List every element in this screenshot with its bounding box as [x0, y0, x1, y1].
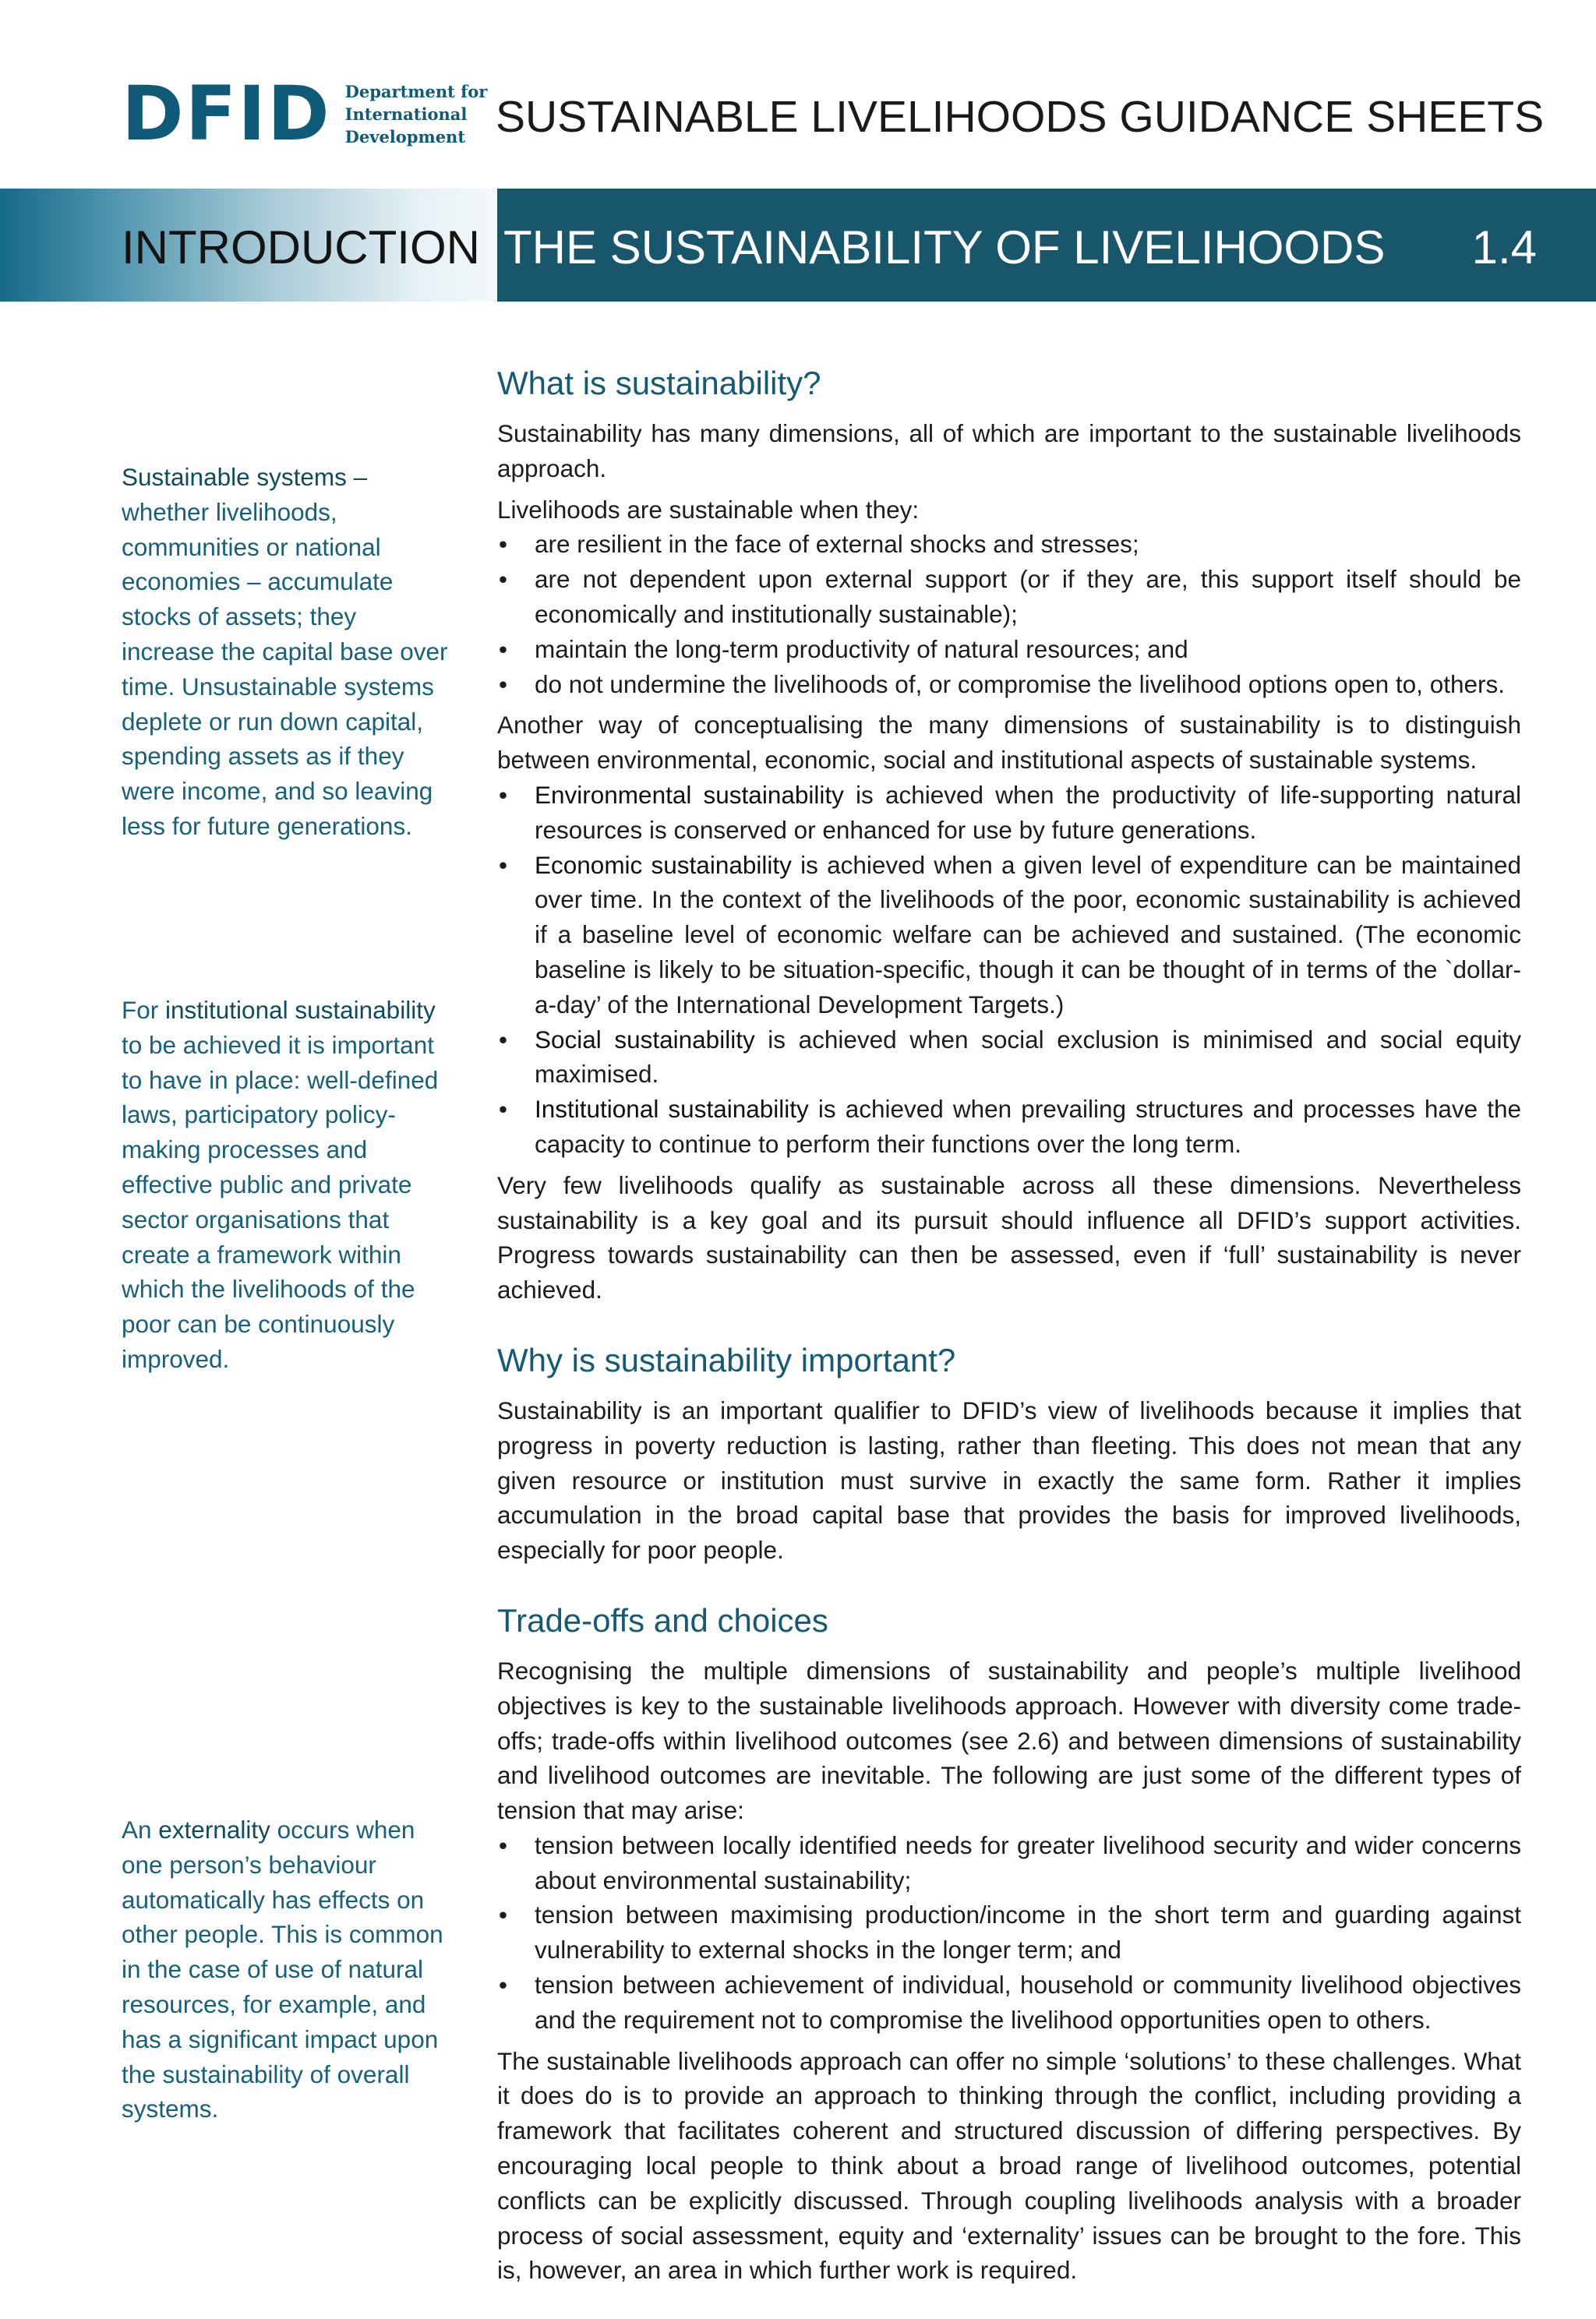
dept-line-1: Department for [344, 81, 488, 101]
page-number: 1.4 [1471, 221, 1537, 274]
logo-department-name [345, 80, 488, 148]
sidebar-text: whether livelihoods, communities or national economies – accumulate stocks of assets; they increase the capital base over time. Unsustainable systems deplete or run down capital, spending assets as if they were income, and so leaving less for future generations. [122, 497, 448, 840]
list-item: • tension between achievement of individual, household or community livelihood objectives and the requirement not to compromise the livelihood opportunities open to others. [497, 1968, 1521, 2038]
section-what-is-sustainability [497, 362, 1521, 1308]
sidebar-term: externality [158, 1816, 270, 1844]
section-heading: Why is sustainability important? [497, 1341, 956, 1378]
sidebar-pre: For [122, 996, 166, 1024]
sidebar-term: Sustainable systems – [122, 463, 368, 491]
sidebar-text: to be achieved it is important to have in place: well-defined laws, participatory policy-making processes and effective public and private sector organisations that create a framework within which the livelihoods of the poor can be continuously improved. [122, 1030, 439, 1373]
list-item [497, 1092, 1521, 1162]
list-item: • maintain the long-term productivity of natural resources; and [497, 632, 1521, 667]
list-item [497, 1022, 1521, 1092]
list-item: • do not undermine the livelihoods of, or compromise the livelihood options open to, others. [497, 667, 1521, 702]
term-text: is achieved when a given level of expenditure can be maintained over time. In the context of the livelihoods of the poor, economic sustainability is achieved if a baseline level of economic welfare can be achieved and sustained. (The economic baseline is likely to be situation-specific, though it can be thought of in terms of the `dollar-a-day’ of the International Development Targets.) [535, 850, 1522, 1018]
paragraph: Sustainability has many dimensions, all of which are important to the sustainable livelihoods approach. [497, 419, 1521, 482]
paragraph: Very few livelihoods qualify as sustainable across all these dimensions. Nevertheless sustainability is a key goal and its pursuit should influence all DFID’s support activities. Progress towards sustainability can then be assessed, even if ‘full’ sustainability is never achieved. [497, 1170, 1521, 1304]
bullet-list [497, 1828, 1521, 2038]
list-item: • are resilient in the face of external shocks and stresses; [497, 527, 1521, 562]
term: Social sustainability [535, 1025, 755, 1054]
page-title: THE SUSTAINABILITY OF LIVELIHOODS [503, 221, 1386, 274]
term-text: is achieved when prevailing structures and processes have the capacity to continue to perform their functions over the long term. [535, 1095, 1521, 1158]
sidebar-text: occurs when one person’s behaviour automatically has effects on other people. This is common in the case of use of natural resources, for example, and has a significant impact upon the sustainability of overall systems. [122, 1816, 443, 2123]
main-content [497, 362, 1521, 2319]
paragraph: Recognising the multiple dimensions of sustainability and people’s multiple livelihood objectives is key to the sustainable livelihoods approach. However with diversity come trade-offs; trade-offs within livelihood outcomes (see 2.6) and between dimensions of sustainability and livelihood outcomes are inevitable. The following are just some of the different types of tension that may arise: [497, 1656, 1521, 1825]
term: Environmental sustainability [535, 780, 844, 809]
section-trade-offs [497, 1599, 1521, 2288]
bullet-list [497, 527, 1521, 701]
dept-line-3: Development [344, 126, 466, 146]
section-heading: Trade-offs and choices [497, 1601, 828, 1639]
dept-line-2: International [344, 104, 468, 124]
sidebar-term: institutional sustainability [165, 996, 436, 1024]
section-why-important [497, 1339, 1521, 1568]
list-item: • are not dependent upon external support (or if they are, this support itself should be economically and institutionally sustainable); [497, 562, 1521, 632]
paragraph: The sustainable livelihoods approach can offer no simple ‘solutions’ to these challenges. What it does do is to provide an approach to thinking through the conflict, including providing a framework that facilitates coherent and structured discussion of differing perspectives. By encouraging local people to think about a broad range of livelihood outcomes, potential conflicts can be explicitly discussed. Through coupling livelihoods analysis with a broader process of social assessment, equity and ‘externality’ issues can be brought to the fore. This is, however, an area in which further work is required. [497, 2046, 1521, 2285]
term-text: is achieved when social exclusion is minimised and social equity maximised. [535, 1025, 1521, 1089]
dfid-logo [122, 70, 488, 157]
paragraph: Another way of conceptualising the many dimensions of sustainability is to distinguish between environmental, economic, social and institutional aspects of sustainable systems. [497, 711, 1521, 775]
paragraph: Sustainability is an important qualifier to DFID’s view of livelihoods because it implies that progress in poverty reduction is lasting, rather than fleeting. This does not mean that any given resource or institution must survive in exactly the same form. Rather it implies accumulation in the broad capital base that provides the basis for improved livelihoods, especially for poor people. [497, 1396, 1521, 1565]
list-item: • tension between maximising production/income in the short term and guarding against vulnerability to external shocks in the longer term; and [497, 1897, 1521, 1968]
sidebar-note-institutional [122, 993, 449, 1377]
sidebar-note-sustainable-systems [122, 460, 449, 844]
list-item [497, 848, 1521, 1022]
list-item: • tension between locally identified needs for greater livelihood security and wider concerns about environmental sustainability; [497, 1828, 1521, 1898]
sidebar-pre: An [122, 1816, 159, 1844]
logo-wordmark: DFID [122, 70, 331, 157]
term: Institutional sustainability [535, 1095, 809, 1124]
sidebar-note-externality [122, 1812, 449, 2127]
term-text: is achieved when the productivity of life-supporting natural resources is conserved or enhanced for use by future generations. [535, 780, 1521, 844]
paragraph: Livelihoods are sustainable when they: [497, 495, 920, 524]
bullet-list-dimensions [497, 778, 1521, 1162]
series-title: SUSTAINABLE LIVELIHOODS GUIDANCE SHEETS [496, 92, 1545, 142]
section-heading: What is sustainability? [497, 365, 821, 401]
term: Economic sustainability [535, 850, 792, 879]
list-item [497, 778, 1521, 848]
section-label: INTRODUCTION [122, 221, 480, 274]
